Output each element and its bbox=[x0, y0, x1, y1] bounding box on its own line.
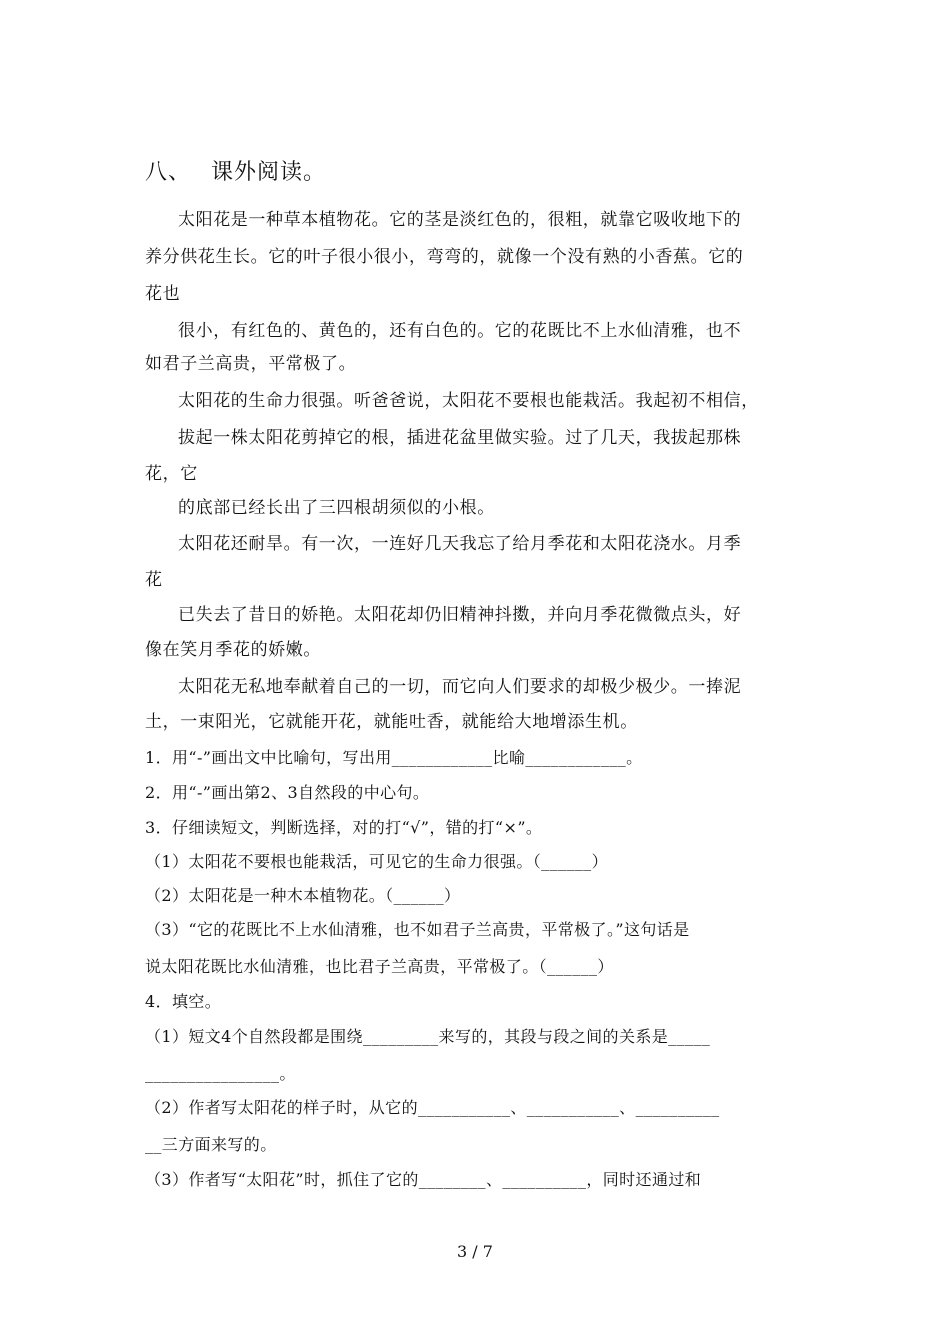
question-line: 1．用“-”画出文中比喻句，写出用____________比喻____________。 bbox=[145, 748, 643, 767]
passage-line: 已失去了昔日的娇艳。太阳花却仍旧精神抖擞，并向月季花微微点头，好 bbox=[178, 605, 742, 625]
page-number: 3 / 7 bbox=[457, 1242, 493, 1261]
section-title: 课外阅读。 bbox=[211, 160, 327, 185]
section-heading bbox=[145, 158, 326, 188]
passage-line: 太阳花是一种草本植物花。它的茎是淡红色的，很粗，就靠它吸收地下的 bbox=[178, 210, 742, 230]
question-line: ________________。 bbox=[145, 1064, 296, 1083]
question-line: （2）太阳花是一种木本植物花。（______） bbox=[145, 886, 461, 905]
passage-line: 拔起一株太阳花剪掉它的根，插进花盆里做实验。过了几天，我拔起那株 bbox=[178, 428, 742, 448]
passage-line: 花也 bbox=[145, 284, 181, 304]
passage-line: 很小，有红色的、黄色的，还有白色的。它的花既比不上水仙清雅，也不 bbox=[178, 321, 742, 341]
passage-line: 养分供花生长。它的叶子很小很小，弯弯的，就像一个没有熟的小香蕉。它的 bbox=[145, 247, 744, 267]
passage-line: 土，一束阳光，它就能开花，就能吐香，就能给大地增添生机。 bbox=[145, 712, 638, 732]
question-line: （3）“它的花既比不上水仙清雅，也不如君子兰高贵，平常极了。”这句话是 bbox=[145, 920, 690, 939]
question-line: （1）短文4个自然段都是围绕_________来写的，其段与段之间的关系是_____ bbox=[145, 1027, 711, 1046]
question-line: （1）太阳花不要根也能栽活，可见它的生命力很强。（______） bbox=[145, 852, 608, 871]
passage-line: 太阳花的生命力很强。听爸爸说，太阳花不要根也能栽活。我起初不相信， bbox=[178, 391, 759, 411]
question-line: 4．填空。 bbox=[145, 992, 222, 1011]
passage-line: 太阳花还耐旱。有一次，一连好几天我忘了给月季花和太阳花浇水。月季 bbox=[178, 534, 742, 554]
passage-line: 太阳花无私地奉献着自己的一切，而它向人们要求的却极少极少。一捧泥 bbox=[178, 677, 742, 697]
question-line: __三方面来写的。 bbox=[145, 1135, 277, 1154]
question-line: 说太阳花既比水仙清雅，也比君子兰高贵，平常极了。（______） bbox=[145, 957, 614, 976]
passage-line: 花 bbox=[145, 570, 163, 590]
passage-line: 花，它 bbox=[145, 464, 198, 484]
passage-line: 如君子兰高贵，平常极了。 bbox=[145, 354, 357, 374]
question-line: 3．仔细读短文，判断选择，对的打“√”，错的打“×”。 bbox=[145, 818, 543, 837]
section-number: 八、 bbox=[145, 160, 192, 185]
passage-line: 像在笑月季花的娇嫩。 bbox=[145, 640, 321, 660]
question-line: （2）作者写太阳花的样子时，从它的___________、___________、__________ bbox=[145, 1098, 720, 1117]
question-line: 2．用“-”画出第2、3自然段的中心句。 bbox=[145, 783, 430, 802]
passage-line: 的底部已经长出了三四根胡须似的小根。 bbox=[178, 498, 495, 518]
question-line: （3）作者写“太阳花”时，抓住了它的________、__________，同时还通过和 bbox=[145, 1170, 702, 1189]
